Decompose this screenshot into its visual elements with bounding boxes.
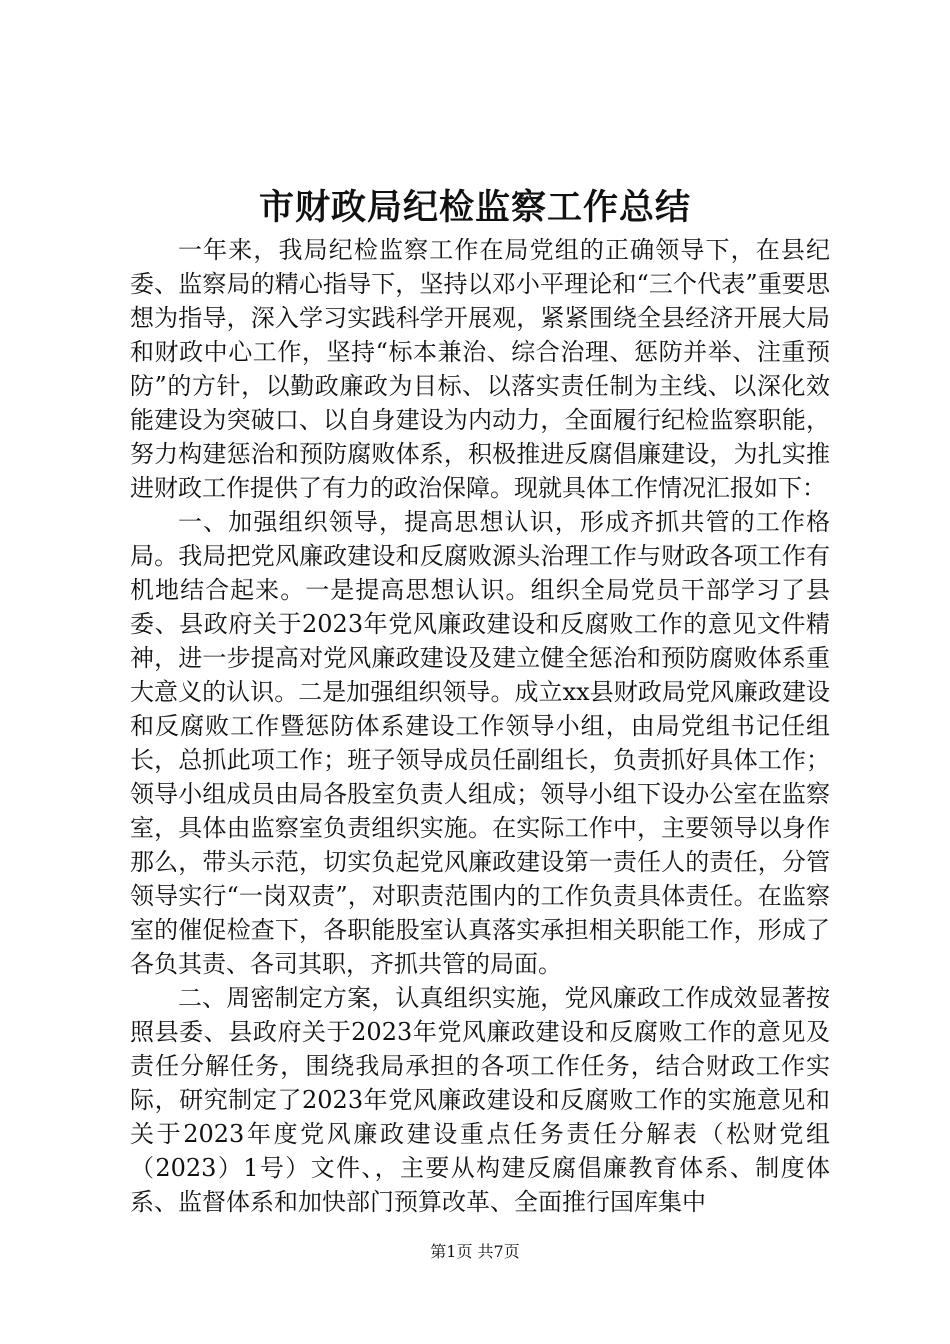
document-title: 市财政局纪检监察工作总结	[258, 187, 691, 228]
paragraph-intro: 一年来，我局纪检监察工作在局党组的正确领导下，在县纪委、监察局的精心指导下，坚持以邓小平理论和“三个代表”重要思想为指导，深入学习实践科学开展观，紧紧围绕全县经济开展大局和财政中心工作，坚持“标本兼治、综合治理、惩防并举、注重预防”的方针，以勤政廉政为目标、以落实责任制为主线、以深化效能建设为突破口、以自身建设为内动力，全面履行纪检监察职能，努力构建惩治和预防腐败体系，积极推进反腐倡廉建设，为扎实推进财政工作提供了有力的政治保障。现就具体工作情况汇报如下：	[130, 236, 830, 502]
paragraph-section-two: 二、周密制定方案，认真组织实施，党风廉政工作成效显著按照县委、县政府关于2023年党风廉政建设和反腐败工作的意见及责任分解任务，围绕我局承担的各项工作任务，结合财政工作实际，研究制定了2023年党风廉政建设和反腐败工作的实施意见和关于2023年度党风廉政建设重点任务责任分解表（松财党组（2023）1号）文件、，主要从构建反腐倡廉教育体系、制度体系、监督体系和加快部门预算改革、全面推行国库集中	[130, 984, 830, 1216]
page-number-footer: 第1页 共7页	[430, 1242, 520, 1261]
paragraph-section-one: 一、加强组织领导，提高思想认识，形成齐抓共管的工作格局。我局把党风廉政建设和反腐败源头治理工作与财政各项工作有机地结合起来。一是提高思想认识。组织全局党员干部学习了县委、县政府关于2023年党风廉政建设和反腐败工作的意见文件精神，进一步提高对党风廉政建设及建立健全惩治和预防腐败体系重大意义的认识。二是加强组织领导。成立xx县财政局党风廉政建设和反腐败工作暨惩防体系建设工作领导小组，由局党组书记任组长，总抓此项工作；班子领导成员任副组长，负责抓好具体工作；领导小组成员由局各股室负责人组成；领导小组下设办公室在监察室，具体由监察室负责组织实施。在实际工作中，主要领导以身作那么，带头示范，切实负起党风廉政建设第一责任人的责任，分管领导实行“一岗双责”，对职责范围内的工作负责具体责任。在监察室的催促检查下，各职能股室认真落实承担相关职能工作，形成了各负其责、各司其职，齐抓共管的局面。	[130, 508, 830, 978]
document-body	[130, 233, 830, 1219]
